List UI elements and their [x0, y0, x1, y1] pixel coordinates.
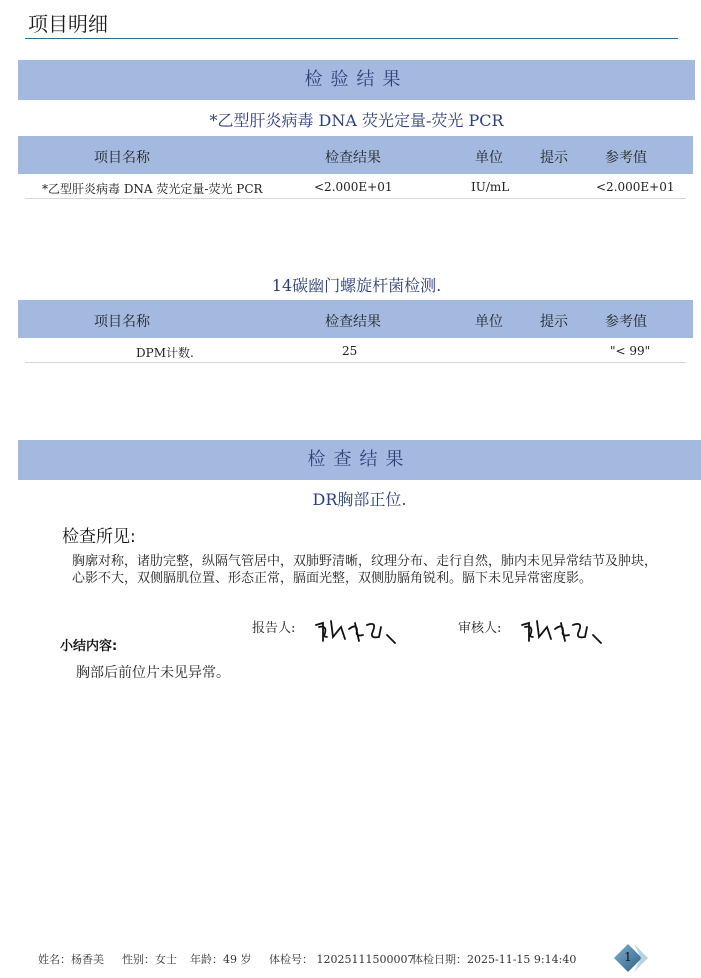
col-flag: 提示 — [540, 314, 568, 330]
col-reference: 参考值 — [605, 314, 647, 330]
test2-table-header — [18, 300, 693, 338]
col-item-name: 项目名称 — [94, 150, 150, 166]
footer-exam-number: 体检号： 12025111500007 — [269, 953, 415, 966]
page-number: 1 — [624, 950, 632, 964]
reporter-signature-icon — [313, 615, 403, 645]
page-number-badge — [614, 944, 644, 972]
test1-table-header — [18, 136, 693, 174]
title-divider — [25, 38, 678, 39]
col-flag: 提示 — [540, 150, 568, 166]
table-row — [25, 340, 686, 363]
page-title: 项目明细 — [28, 12, 108, 36]
col-unit: 单位 — [475, 150, 503, 166]
exam-title: DR胸部正位. — [312, 490, 407, 509]
findings-heading: 检查所见: — [62, 527, 136, 547]
reporter-label: 报告人: — [252, 621, 296, 636]
test2-title: 14碳幽门螺旋杆菌检测. — [271, 276, 442, 295]
footer-age: 年龄：49 岁 — [190, 953, 252, 966]
exam-results-header — [18, 440, 701, 480]
reviewer-label: 审核人: — [458, 621, 502, 636]
footer-name: 姓名：杨香美 — [38, 953, 104, 966]
lab-results-header-label: 检验结果 — [304, 69, 409, 90]
summary-text: 胸部后前位片未见异常。 — [76, 665, 230, 681]
cell-item-name: DPM计数. — [136, 346, 194, 360]
reviewer-signature-icon — [519, 615, 609, 645]
col-reference: 参考值 — [605, 150, 647, 166]
cell-result: 25 — [342, 344, 358, 358]
exam-results-header-label: 检查结果 — [307, 449, 412, 470]
col-item-name: 项目名称 — [94, 314, 150, 330]
lab-results-header — [18, 60, 695, 100]
test1-title: *乙型肝炎病毒 DNA 荧光定量-荧光 PCR — [209, 111, 504, 130]
summary-heading: 小结内容: — [60, 639, 118, 654]
col-result: 检查结果 — [325, 150, 381, 166]
cell-item-name: *乙型肝炎病毒 DNA 荧光定量-荧光 PCR — [42, 182, 263, 196]
footer-exam-date: 体检日期：2025-11-15 9:14:40 — [412, 953, 577, 966]
col-result: 检查结果 — [325, 314, 381, 330]
footer-gender: 性别：女士 — [122, 953, 177, 966]
cell-unit: IU/mL — [471, 180, 510, 194]
cell-result: <2.000E+01 — [314, 180, 393, 194]
table-row — [25, 176, 686, 199]
findings-text: 胸廓对称，诸肋完整，纵隔气管居中，双肺野清晰，纹理分布、走行自然，肺内未见异常结节及肿块，心影不大，双侧膈肌位置、形态正常，膈面光整，双侧肋膈角锐利。膈下未见异常密度影。 — [72, 554, 658, 586]
cell-reference: "< 99" — [610, 344, 651, 358]
col-unit: 单位 — [475, 314, 503, 330]
cell-reference: <2.000E+01 — [596, 180, 675, 194]
